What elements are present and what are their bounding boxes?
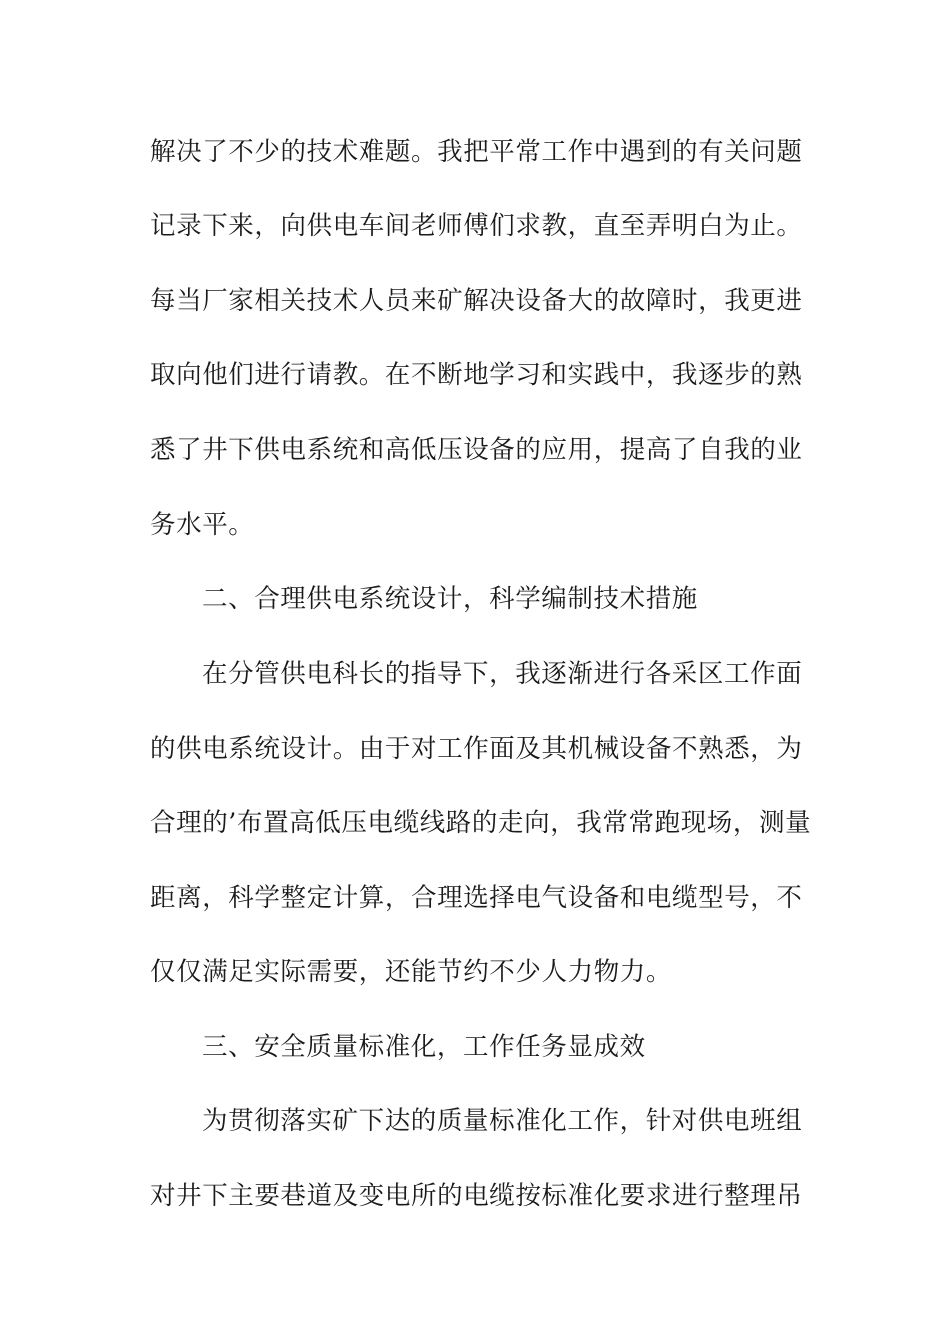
body-text-line: 在分管供电科长的指导下，我逐渐进行各采区工作面 xyxy=(202,659,803,689)
body-text-line: 对井下主要巷道及变电所的电缆按标准化要求进行整理吊 xyxy=(150,1181,803,1211)
body-text-line: 取向他们进行请教。在不断地学习和实践中，我逐步的熟 xyxy=(150,360,803,390)
body-text-line: 务水平。 xyxy=(150,510,255,540)
body-text-line: 为贯彻落实矿下达的质量标准化工作，针对供电班组 xyxy=(202,1106,803,1136)
body-text-line: 合理的’布置高低压电缆线路的走向，我常常跑现场，测量 xyxy=(150,808,812,838)
body-text-line: 仅仅满足实际需要，还能节约不少人力物力。 xyxy=(150,957,673,987)
section-heading: 二、合理供电系统设计，科学编制技术措施 xyxy=(202,584,698,614)
body-text-line: 的供电系统设计。由于对工作面及其机械设备不熟悉，为 xyxy=(150,734,803,764)
section-heading: 三、安全质量标准化，工作任务显成效 xyxy=(202,1032,646,1062)
body-text-line: 记录下来，向供电车间老师傅们求教，直至弄明白为止。 xyxy=(150,211,803,241)
body-text-line: 每当厂家相关技术人员来矿解决设备大的故障时，我更进 xyxy=(150,286,803,316)
body-text-line: 悉了井下供电系统和高低压设备的应用，提高了自我的业 xyxy=(150,435,803,465)
body-text-line: 距离，科学整定计算，合理选择电气设备和电缆型号，不 xyxy=(150,883,803,913)
body-text-line: 解决了不少的技术难题。我把平常工作中遇到的有关问题 xyxy=(150,137,803,167)
